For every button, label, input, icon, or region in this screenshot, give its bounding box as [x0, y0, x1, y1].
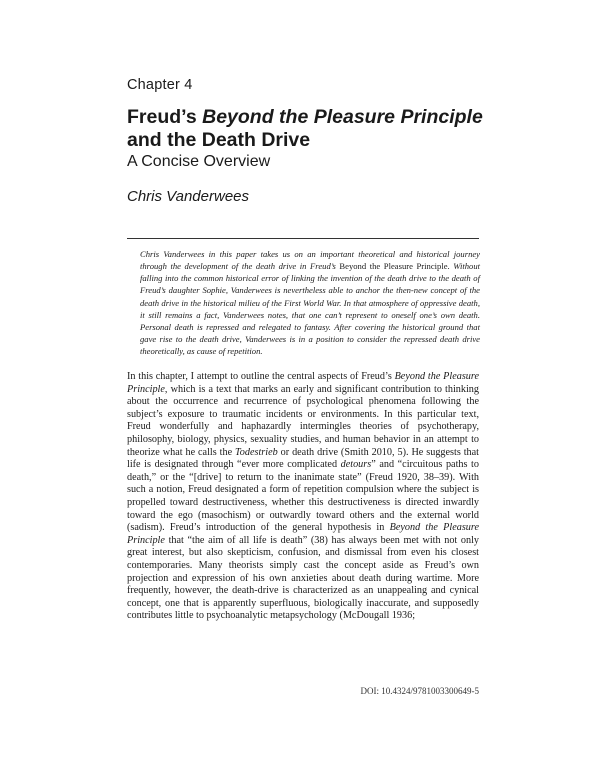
body-italic: detours: [340, 459, 372, 471]
chapter-subtitle: A Concise Overview: [127, 153, 271, 170]
abstract-text-1: Chris Vanderwees in this paper takes us on an important theoretical and historical journey through the development of the death drive in Freud’s: [140, 249, 480, 272]
body-italic: Beyond the Pleasure Principle: [127, 371, 479, 395]
chapter-label: Chapter 4: [127, 77, 193, 93]
abstract: [140, 248, 480, 357]
body-italic: Beyond the Pleasure Principle: [127, 522, 479, 546]
title-italic-work: Beyond the Pleasure Principle: [202, 106, 483, 128]
title-part-2: and the Death Drive: [127, 129, 311, 151]
body-segment: , which is a text that marks an early and significant contribution to thinking about the occurrence and recurrence of psychological phenomena following the subject’s exposure to traumatic incidents or environments. In this particular text, Freud wonderfully and haphazardly intermingles theories of psychotherapy, philosophy, biology, physics, sexuality studies, and human behavior in an attempt to theorize what he calls the: [127, 383, 479, 458]
body-segment: that “the aim of all life is death” (38) has always been met with not only great interest, but also skepticism, confusion, and dismissal from even his closest contemporaries. Many theorists simply cast the concept aside as Freud’s own projection and expression of his own anxieties about death during wartime. More frequently, however, the death-drive is characterized as an unappealing and cynical concept, one that is apparently superfluous, biologically inaccurate, and supposedly contributes little to psychoanalytic metapsychology (McDougall 1936;: [127, 534, 479, 622]
body-segment: or death drive (Smith 2010, 5). He suggests that life is designated through “ever more complicated: [127, 446, 480, 471]
chapter-title: [127, 106, 487, 152]
abstract-work-title: Beyond the Pleasure Principle.: [339, 261, 450, 272]
divider-rule: [127, 238, 479, 239]
doi-footer[interactable]: DOI: 10.4324/9781003300649-5: [360, 686, 479, 696]
author-name: Chris Vanderwees: [127, 188, 249, 205]
body-italic: Todestrieb: [235, 446, 278, 458]
body-segment: In this chapter, I attempt to outline the central aspects of Freud’s: [127, 371, 395, 382]
title-part-1: Freud’s: [127, 106, 203, 128]
abstract-text-2: Without falling into the common historical error of linking the invention of the death drive to the death of Freud’s daughter Sophie, Vanderwees is nevertheless able to anchor the then-new concept of the death drive in the historical milieu of the First World War. In that atmosphere of oppressive death, it still remains a fact, Vanderwees notes, that one can’t represent to oneself one’s own death. Personal death is repressed and relegated to fantasy. After covering the historical ground that gave rise to the death drive, Vanderwees is in a position to consider the repressed death drive theoretically, as cause of repetition.: [140, 261, 481, 357]
body-segment: ” and “circuitous paths to death,” or the “[drive] to return to the inanimate state” (Freud 1920, 38–39). With such a notion, Freud designated a form of repetition compulsion where the subject is propelled toward destructiveness, whether this destructiveness is directed inwardly toward the ego (masochism) or outwardly toward others and the external world (sadism). Freud’s introduction of the general hypothesis in: [127, 459, 479, 534]
body-paragraph: [127, 371, 479, 623]
